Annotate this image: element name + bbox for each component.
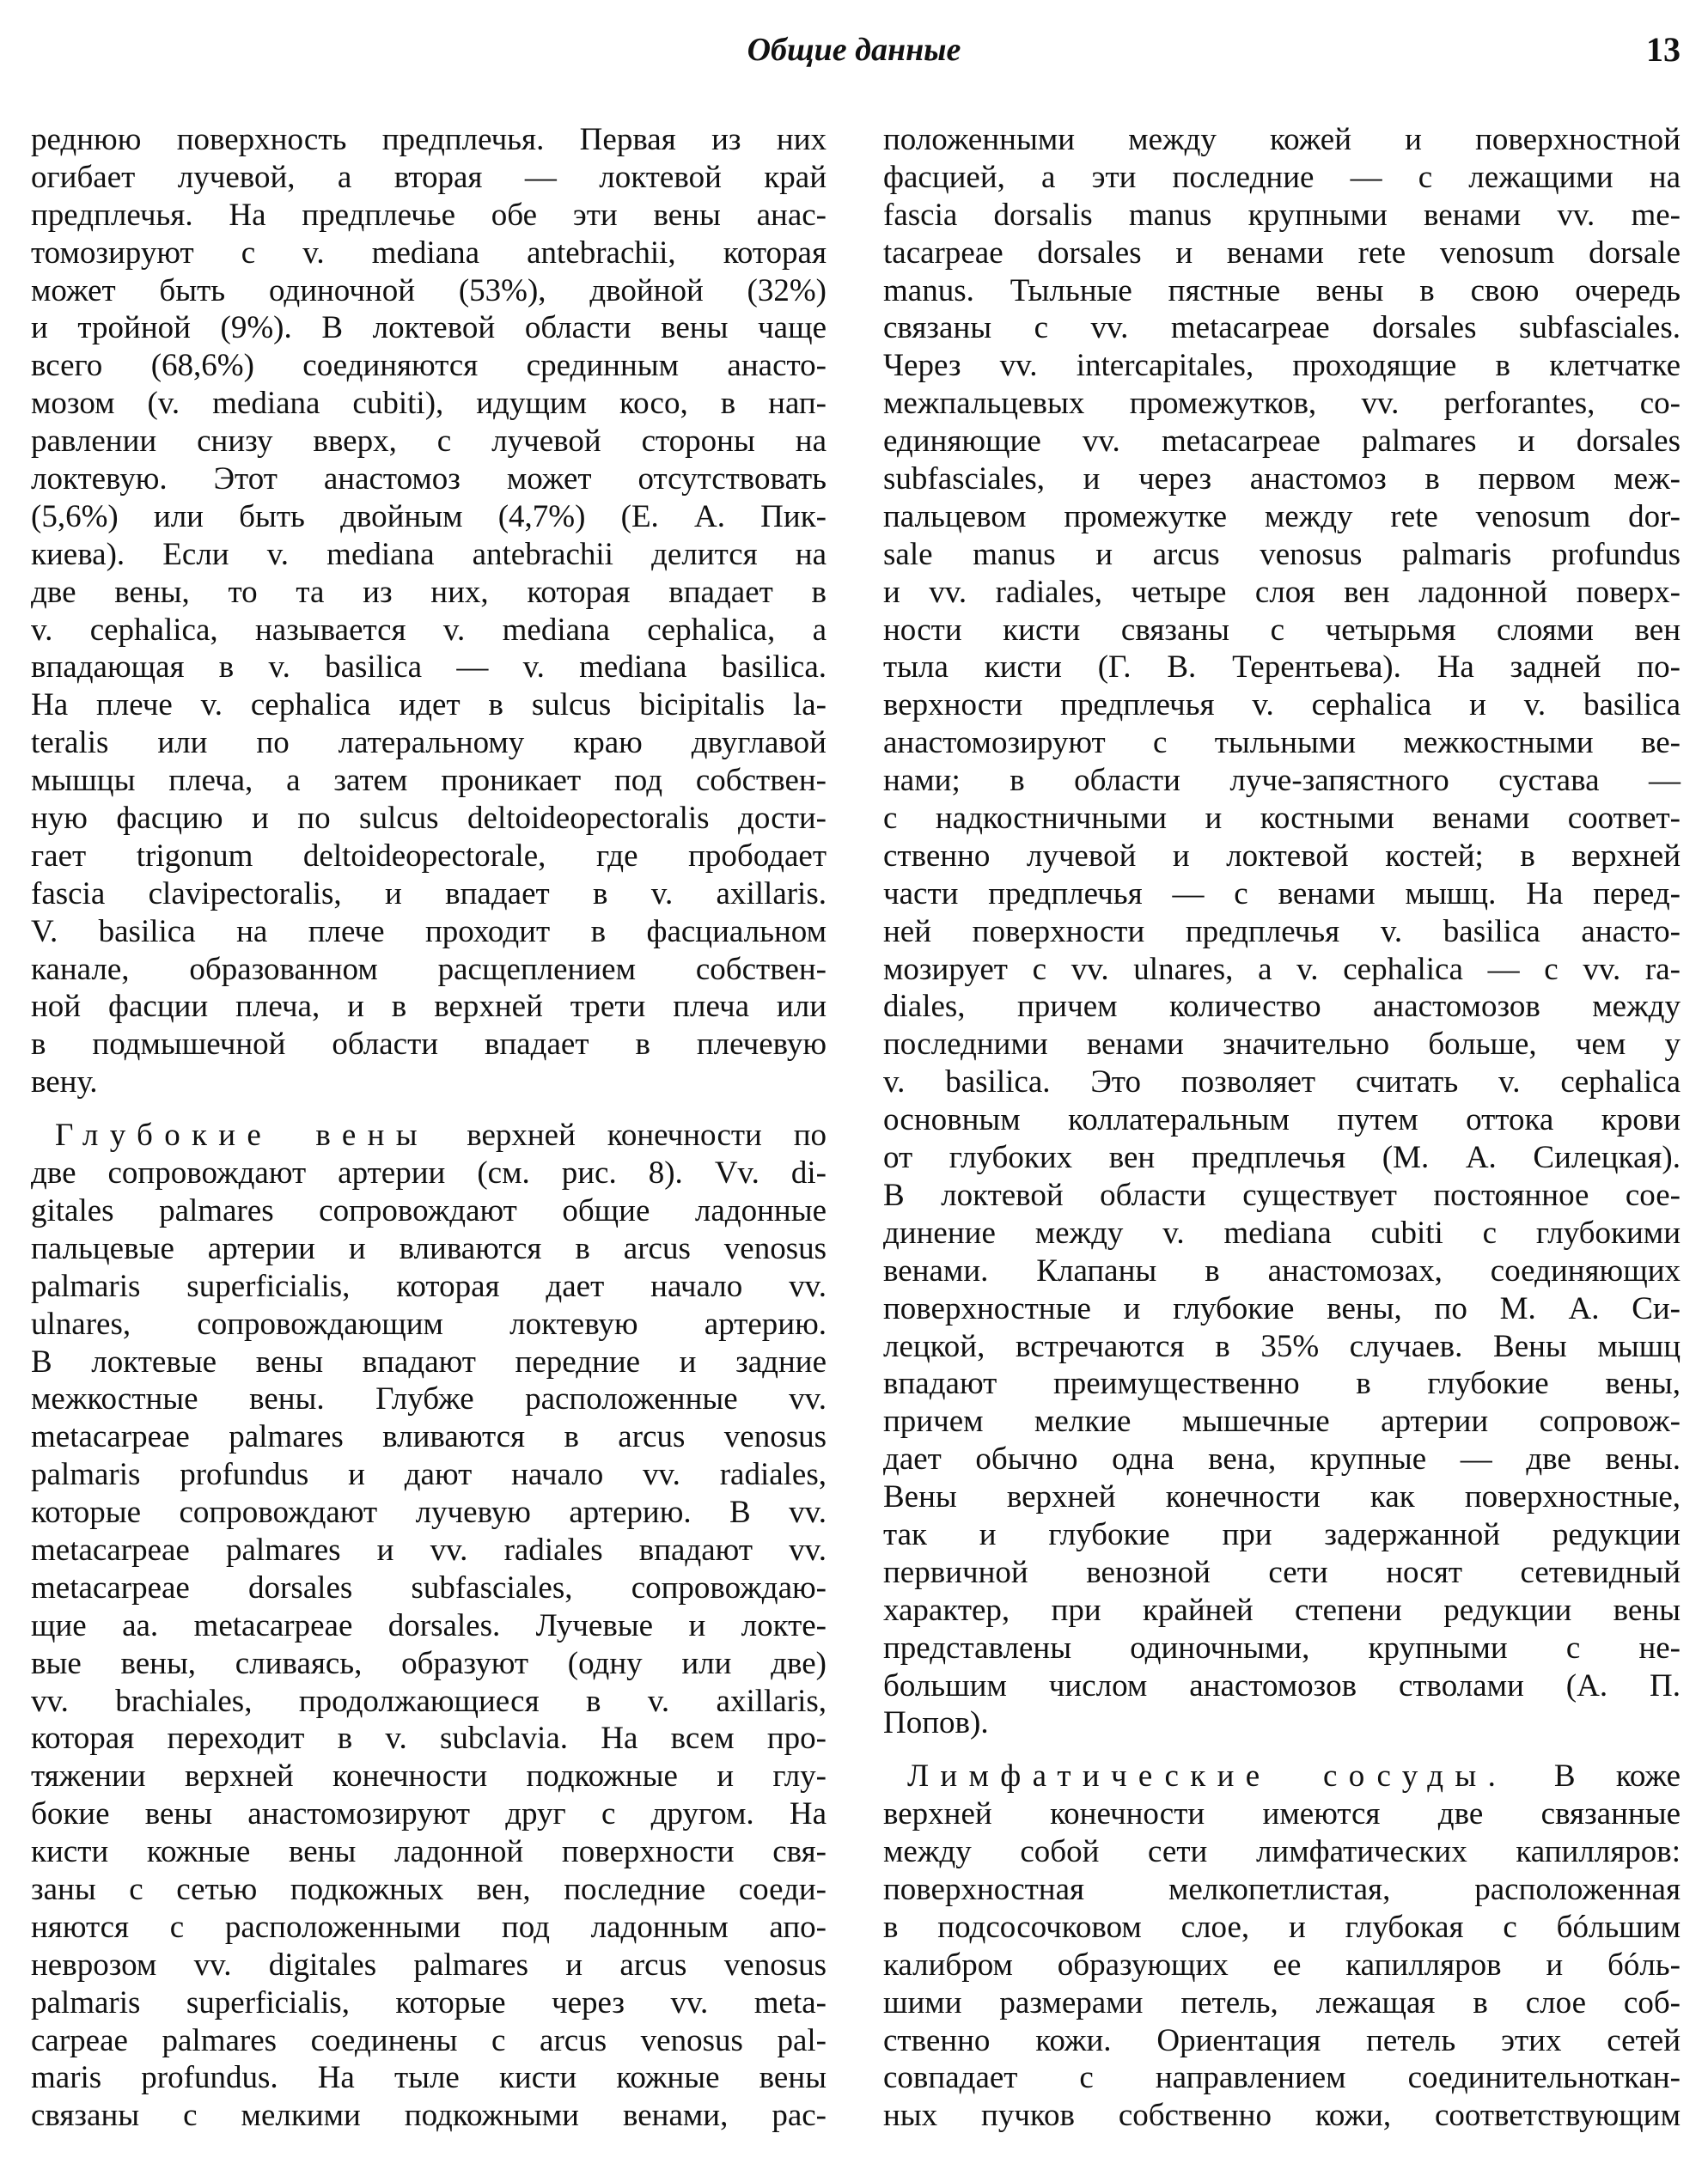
- line-text: киева). Если v. mediana antebrachii делится на: [31, 536, 827, 572]
- paragraph: [31, 121, 827, 1101]
- line-text: V. basilica на плече проходит в фасциальном: [31, 913, 827, 949]
- line-text: ней поверхности предплечья v. basilica анасто-: [883, 913, 1681, 949]
- line-text: vv. brachiales, продолжающиеся в v. axillaris,: [31, 1683, 827, 1719]
- line-text: всего (68,6%) соединяются срединным анасто-: [31, 348, 827, 384]
- line-text: части предплечья — с венами мышц. На перед-: [883, 875, 1681, 911]
- line-text: томозируют с v. mediana antebrachii, которая: [31, 235, 827, 271]
- line-text: palmaris superficialis, которая дает начало vv.: [31, 1268, 827, 1304]
- text-line: [883, 1947, 1681, 1984]
- text-line: [883, 1139, 1681, 1177]
- line-text: carpeae palmares соединены с arcus venosus pal-: [31, 2022, 827, 2058]
- line-text: причем мелкие мышечные артерии сопровож-: [883, 1404, 1681, 1440]
- line-text: поверхностные и глубокие вены, по М. А. Си-: [883, 1290, 1681, 1326]
- text-line: [31, 1418, 827, 1456]
- text-line: [883, 1290, 1681, 1328]
- line-text: ных пучков собственно кожи, соответствующим: [883, 2098, 1681, 2134]
- line-text: ственно лучевой и локтевой костей; в верхней: [883, 838, 1681, 874]
- text-line: [31, 875, 827, 913]
- line-text: верхности предплечья v. cephalica и v. basilica: [883, 687, 1681, 723]
- line-text: пальцевые артерии и вливаются в arcus venosus: [31, 1230, 827, 1266]
- text-line: [883, 800, 1681, 838]
- text-line: [31, 460, 827, 498]
- text-line: [883, 838, 1681, 875]
- line-text: В локтевой области существует постоянное сое-: [883, 1177, 1681, 1213]
- line-text: в подмышечной области впадает в плечевую: [31, 1027, 827, 1063]
- text-line: [883, 1478, 1681, 1516]
- text-line: [31, 235, 827, 272]
- text-line: [883, 724, 1681, 762]
- text-line: [31, 1155, 827, 1192]
- text-column-right: [883, 121, 1681, 2135]
- text-line: [31, 1720, 827, 1758]
- text-line: [883, 762, 1681, 800]
- text-line: [31, 1569, 827, 1607]
- line-text: Вены верхней конечности как поверхностные,: [883, 1479, 1681, 1515]
- line-text: мышцы плеча, а затем проникает под собствен-: [31, 763, 827, 799]
- line-text: кисти кожные вены ладонной поверхности свя-: [31, 1834, 827, 1870]
- line-text: gitales palmares сопровождают общие ладонные: [31, 1192, 827, 1228]
- text-line: [883, 649, 1681, 686]
- text-line: [31, 197, 827, 235]
- line-text: Через vv. intercapitales, проходящие в клетчатке: [883, 348, 1681, 384]
- text-line: [883, 2059, 1681, 2097]
- text-line: [31, 988, 827, 1026]
- line-text: palmaris profundus и дают начало vv. radiales,: [31, 1457, 827, 1493]
- line-text: большим числом анастомозов стволами (А. П.: [883, 1667, 1681, 1704]
- line-text: может быть одиночной (53%), двойной (32%): [31, 272, 827, 308]
- line-text: ности кисти связаны с четырьмя слоями вен: [883, 612, 1681, 648]
- text-line: [883, 536, 1681, 574]
- text-line: [883, 159, 1681, 197]
- line-text: мозом (v. mediana cubiti), идущим косо, в нап-: [31, 386, 827, 422]
- text-line: [883, 272, 1681, 310]
- line-text: В коже: [1553, 1758, 1681, 1795]
- line-text: мозирует с vv. ulnares, а v. cephalica — с vv. ra-: [883, 951, 1681, 987]
- line-text: между собой сети лимфатических капилляров:: [883, 1834, 1681, 1870]
- text-line: [883, 2022, 1681, 2060]
- text-line: [883, 612, 1681, 649]
- text-line: [883, 1833, 1681, 1871]
- text-line: [31, 686, 827, 724]
- line-text: пальцевом промежутке между rete venosum dor-: [883, 498, 1681, 534]
- spaced-lead-heading: Глубокие вены: [55, 1118, 429, 1154]
- text-line: [883, 197, 1681, 235]
- text-line: [883, 951, 1681, 989]
- line-text: равлении снизу вверх, с лучевой стороны на: [31, 424, 827, 460]
- spaced-lead-heading: Лимфатические сосуды.: [907, 1758, 1508, 1795]
- line-text: manus. Тыльные пястные вены в свою очередь: [883, 272, 1681, 308]
- text-line: [883, 1630, 1681, 1667]
- line-text: ной фасции плеча, и в верхней трети плеча или: [31, 989, 827, 1025]
- text-line: [31, 762, 827, 800]
- text-line: [883, 1984, 1681, 2022]
- text-line: [883, 1177, 1681, 1215]
- line-text: неврозом vv. digitales palmares и arcus venosus: [31, 1947, 827, 1983]
- text-line: [883, 1704, 1681, 1742]
- paragraph: [883, 1758, 1681, 2135]
- line-text: которые сопровождают лучевую артерию. В vv.: [31, 1495, 827, 1531]
- line-text: поверхностная мелкопетлистая, расположенная: [883, 1871, 1681, 1907]
- text-line: [883, 686, 1681, 724]
- line-text: верхней конечности по: [467, 1118, 827, 1154]
- text-line: [883, 1441, 1681, 1478]
- line-text: единяющие vv. metacarpeae palmares и dorsales: [883, 424, 1681, 460]
- paragraph: [883, 121, 1681, 1742]
- text-line: [31, 2059, 827, 2097]
- text-line: [31, 724, 827, 762]
- text-line: [883, 2097, 1681, 2135]
- text-line: [31, 913, 827, 951]
- line-text: впадающая в v. basilica — v. mediana basilica.: [31, 649, 827, 686]
- text-line: [883, 913, 1681, 951]
- line-text: связаны с vv. metacarpeae dorsales subfasciales.: [883, 310, 1681, 346]
- text-line: [31, 1833, 827, 1871]
- line-text: бокие вены анастомозируют друг с другом. На: [31, 1796, 827, 1832]
- text-line: [883, 460, 1681, 498]
- line-text: заны с сетью подкожных вен, последние соеди-: [31, 1871, 827, 1907]
- line-text: локтевую. Этот анастомоз может отсутствовать: [31, 461, 827, 497]
- text-line: [883, 1795, 1681, 1833]
- line-text: которая переходит в v. subclavia. На всем про-: [31, 1721, 827, 1757]
- line-text: вену.: [31, 1064, 98, 1100]
- text-line: [31, 574, 827, 612]
- text-line: [31, 1456, 827, 1494]
- text-line: [31, 1532, 827, 1569]
- text-line: [31, 1064, 827, 1101]
- line-text: v. cephalica, называется v. mediana cephalica, а: [31, 612, 827, 648]
- line-text: sale manus и arcus venosus palmaris profundus: [883, 536, 1681, 572]
- line-text: fascia dorsalis manus крупными венами vv. me-: [883, 197, 1681, 233]
- text-line: [883, 1403, 1681, 1441]
- text-line: [883, 1871, 1681, 1909]
- line-text: ственно кожи. Ориентация петель этих сетей: [883, 2022, 1681, 2058]
- text-line: [883, 1026, 1681, 1064]
- line-text: дает обычно одна вена, крупные — две вены.: [883, 1441, 1681, 1478]
- line-text: (5,6%) или быть двойным (4,7%) (Е. А. Пик-: [31, 498, 827, 534]
- line-text: верхней конечности имеются две связанные: [883, 1796, 1681, 1832]
- line-text: тяжении верхней конечности подкожные и глу-: [31, 1758, 827, 1795]
- text-line: [31, 2097, 827, 2135]
- line-text: В локтевые вены впадают передние и задние: [31, 1344, 827, 1380]
- text-line: [31, 159, 827, 197]
- line-text: нами; в области луче-запястного сустава —: [883, 763, 1681, 799]
- line-text: Попов).: [883, 1705, 989, 1741]
- line-text: от глубоких вен предплечья (М. А. Силецкая).: [883, 1140, 1681, 1176]
- text-column-left: [31, 121, 827, 2135]
- text-line: [31, 1607, 827, 1645]
- text-line: [31, 951, 827, 989]
- line-text: межпальцевых промежутков, vv. perforantes, со-: [883, 386, 1681, 422]
- text-line: [883, 1909, 1681, 1947]
- line-text: На плече v. cephalica идет в sulcus bicipitalis la-: [31, 687, 827, 723]
- line-text: так и глубокие при задержанной редукции: [883, 1516, 1681, 1552]
- line-text: калибром образующих ее капилляров и бóль-: [883, 1947, 1681, 1983]
- text-line: [31, 1026, 827, 1064]
- text-line: [31, 498, 827, 536]
- text-line: [31, 309, 827, 347]
- line-text: tacarpeae dorsales и венами rete venosum dorsale: [883, 235, 1681, 271]
- line-text: v. basilica. Это позволяет считать v. cephalica: [883, 1064, 1681, 1100]
- line-text: огибает лучевой, а вторая — локтевой край: [31, 159, 827, 195]
- text-line: [883, 121, 1681, 159]
- line-text: шими размерами петель, лежащая в слое соб-: [883, 1984, 1681, 2020]
- paragraph: [31, 1117, 827, 2135]
- text-line: [883, 347, 1681, 385]
- running-head-title: Общие данные: [747, 32, 961, 68]
- text-line: [31, 1344, 827, 1381]
- text-line: [883, 385, 1681, 423]
- text-line: [31, 347, 827, 385]
- line-text: в подсосочковом слое, и глубокая с бóльшим: [883, 1909, 1681, 1945]
- line-text: ulnares, сопровождающим локтевую артерию.: [31, 1306, 827, 1342]
- text-line: [883, 1592, 1681, 1630]
- line-text: metacarpeae palmares и vv. radiales впадают vv.: [31, 1532, 827, 1568]
- line-text: teralis или по латеральному краю двуглавой: [31, 725, 827, 761]
- text-line: [31, 536, 827, 574]
- text-line: [31, 272, 827, 310]
- text-line: [883, 1758, 1681, 1795]
- line-text: впадают преимущественно в глубокие вены,: [883, 1366, 1681, 1402]
- line-text: характер, при крайней степени редукции вены: [883, 1592, 1681, 1628]
- text-line: [883, 1554, 1681, 1592]
- text-line: [883, 1101, 1681, 1139]
- line-text: первичной венозной сети носят сетевидный: [883, 1554, 1681, 1590]
- line-text: и тройной (9%). В локтевой области вены чаще: [31, 310, 827, 346]
- page-number: 13: [1646, 30, 1681, 69]
- text-line: [883, 423, 1681, 460]
- line-text: fascia clavipectoralis, и впадает в v. axillaris.: [31, 875, 827, 911]
- text-line: [31, 1230, 827, 1268]
- line-text: две вены, то та из них, которая впадает в: [31, 574, 827, 610]
- text-line: [31, 649, 827, 686]
- line-text: тыла кисти (Г. В. Терентьева). На задней по-: [883, 649, 1681, 686]
- text-line: [883, 1328, 1681, 1366]
- text-line: [883, 1516, 1681, 1554]
- text-line: [883, 1215, 1681, 1253]
- text-line: [31, 1494, 827, 1532]
- text-line: [883, 309, 1681, 347]
- line-text: динение между v. mediana cubiti с глубокими: [883, 1215, 1681, 1251]
- line-text: основным коллатеральным путем оттока крови: [883, 1102, 1681, 1138]
- text-line: [31, 1984, 827, 2022]
- line-text: и vv. radiales, четыре слоя вен ладонной поверх-: [883, 574, 1681, 610]
- line-text: няются с расположенными под ладонным апо-: [31, 1909, 827, 1945]
- text-line: [31, 385, 827, 423]
- text-line: [31, 1909, 827, 1947]
- line-text: вые вены, сливаясь, образуют (одну или две): [31, 1645, 827, 1681]
- line-text: последними венами значительно больше, чем у: [883, 1027, 1681, 1063]
- text-line: [31, 1645, 827, 1683]
- text-line: [31, 838, 827, 875]
- text-line: [883, 988, 1681, 1026]
- line-text: щие aa. metacarpeae dorsales. Лучевые и локте-: [31, 1607, 827, 1643]
- line-text: с надкостничными и костными венами соответ-: [883, 801, 1681, 837]
- line-text: венами. Клапаны в анастомозах, соединяющих: [883, 1253, 1681, 1289]
- text-line: [883, 1667, 1681, 1705]
- line-text: положенными между кожей и поверхностной: [883, 122, 1681, 157]
- line-text: предплечья. На предплечье обе эти вены анас-: [31, 197, 827, 233]
- text-line: [31, 1306, 827, 1344]
- line-text: две сопровождают артерии (см. рис. 8). Vv. di-: [31, 1155, 827, 1192]
- line-text: канале, образованном расщеплением собствен-: [31, 951, 827, 987]
- text-line: [883, 574, 1681, 612]
- text-line: [883, 875, 1681, 913]
- line-text: лецкой, встречаются в 35% случаев. Вены мышц: [883, 1328, 1681, 1364]
- text-line: [31, 121, 827, 159]
- line-text: subfasciales, и через анастомоз в первом меж-: [883, 461, 1681, 497]
- line-text: фасцией, а эти последние — с лежащими на: [883, 159, 1681, 195]
- text-line: [883, 1253, 1681, 1290]
- line-text: ную фасцию и по sulcus deltoideopectoralis дости-: [31, 801, 827, 837]
- line-text: анастомозируют с тыльными межкостными ве-: [883, 725, 1681, 761]
- text-line: [31, 1268, 827, 1306]
- line-text: совпадает с направлением соединительноткан-: [883, 2060, 1681, 2096]
- text-line: [31, 1117, 827, 1155]
- line-text: межкостные вены. Глубже расположенные vv.: [31, 1381, 827, 1417]
- line-text: maris profundus. На тыле кисти кожные вены: [31, 2060, 827, 2096]
- line-text: гает trigonum deltoideopectorale, где прободает: [31, 838, 827, 874]
- text-line: [883, 235, 1681, 272]
- text-line: [31, 1795, 827, 1833]
- text-line: [31, 1758, 827, 1795]
- text-line: [31, 612, 827, 649]
- line-text: представлены одиночными, крупными с не-: [883, 1630, 1681, 1666]
- text-line: [31, 1871, 827, 1909]
- line-text: diales, причем количество анастомозов между: [883, 989, 1681, 1025]
- text-line: [883, 1365, 1681, 1403]
- line-text: metacarpeae palmares вливаются в arcus venosus: [31, 1419, 827, 1455]
- text-line: [31, 1192, 827, 1230]
- text-line: [31, 423, 827, 460]
- line-text: palmaris superficialis, которые через vv. meta-: [31, 1984, 827, 2020]
- text-line: [31, 1947, 827, 1984]
- text-line: [31, 1683, 827, 1721]
- line-text: реднюю поверхность предплечья. Первая из них: [31, 122, 827, 157]
- text-line: [31, 1381, 827, 1418]
- text-line: [883, 1064, 1681, 1101]
- line-text: metacarpeae dorsales subfasciales, сопровождаю-: [31, 1569, 827, 1606]
- text-line: [31, 2022, 827, 2060]
- line-text: связаны с мелкими подкожными венами, рас-: [31, 2098, 827, 2134]
- text-line: [883, 498, 1681, 536]
- text-line: [31, 800, 827, 838]
